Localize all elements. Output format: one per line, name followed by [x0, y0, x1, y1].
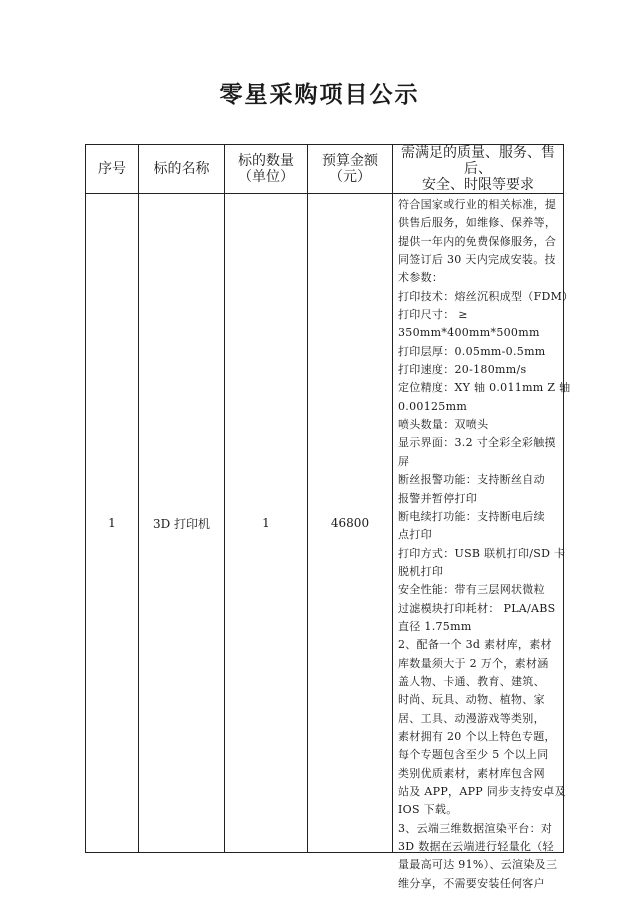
cell-requirements — [393, 194, 574, 890]
requirement-line: IOS 下载。 — [398, 803, 458, 817]
requirement-line: 打印尺寸： ≥ — [398, 308, 468, 322]
requirement-line: 提供一年内的免费保修服务，合 — [398, 234, 557, 248]
requirement-line: 打印方式：USB 联机打印/SD 卡 — [398, 546, 566, 560]
requirement-line: 时尚、玩具、动物、植物、家 — [398, 693, 545, 707]
requirement-line: 维分享，不需要安装任何客户 — [398, 876, 545, 890]
cell-seq: 1 — [86, 194, 139, 853]
requirement-line: 居、工具、动漫游戏等类别， — [398, 711, 545, 725]
requirement-line: 盖人物、卡通、教育、建筑、 — [398, 674, 545, 688]
requirement-line: 喷头数量：双喷头 — [398, 418, 489, 432]
header-seq: 序号 — [86, 145, 139, 194]
header-requirements — [393, 145, 564, 194]
requirement-line: 0.00125mm — [398, 399, 468, 413]
procurement-table — [85, 144, 574, 890]
table-row — [86, 194, 564, 853]
header-quantity-line1: 标的数量 — [238, 153, 294, 169]
requirement-line: 量最高可达 91%）、云渲染及三 — [398, 858, 558, 872]
requirement-line: 打印层厚：0.05mm-0.5mm — [398, 344, 546, 358]
page-title: 零星采购项目公示 — [219, 81, 420, 108]
requirement-line: 350mm*400mm*500mm — [398, 326, 540, 340]
cell-quantity: 1 — [225, 194, 308, 853]
requirement-line: 符合国家或行业的相关标准，提 — [398, 198, 557, 211]
requirement-line: 3、云端三维数据渲染平台：对 — [398, 821, 553, 835]
requirement-line: 术参数： — [398, 271, 444, 285]
header-quantity-line2: （单位） — [238, 169, 294, 185]
requirement-line: 屏 — [398, 454, 410, 468]
requirement-line: 2、配备一个 3d 素材库，素材 — [398, 638, 552, 652]
requirement-line: 定位精度：XY 轴 0.011mm Z 轴 — [398, 381, 571, 395]
requirement-line: 直径 1.75mm — [398, 619, 472, 633]
requirement-line: 显示界面：3.2 寸全彩全彩触摸 — [398, 436, 556, 450]
requirement-line: 断电续打功能：支持断电后续 — [398, 509, 545, 523]
header-item-name: 标的名称 — [139, 145, 225, 194]
header-requirements-line1: 需满足的质量、服务、售后、 — [401, 145, 555, 177]
requirement-line: 类别优质素材，素材库包含网 — [398, 766, 545, 780]
requirement-line: 脱机打印 — [398, 564, 444, 578]
requirement-line: 过滤模块打印耗材： PLA/ABS — [398, 601, 556, 615]
table-header-row — [86, 145, 564, 194]
requirement-line: 3D 数据在云端进行轻量化（轻 — [398, 840, 554, 854]
requirement-line: 打印速度：20-180mm/s — [398, 363, 527, 377]
requirement-line: 同签订后 30 天内完成安装。技 — [398, 253, 556, 267]
cell-budget: 46800 — [308, 194, 393, 853]
requirement-line: 断丝报警功能：支持断丝自动 — [398, 473, 545, 487]
requirement-line: 打印技术：熔丝沉积成型（FDM） — [398, 289, 574, 303]
header-budget-line2: （元） — [329, 169, 371, 185]
requirement-line: 素材拥有 20 个以上特色专题， — [398, 729, 556, 743]
header-quantity — [225, 145, 308, 194]
cell-item-name: 3D 打印机 — [139, 194, 225, 853]
header-budget-line1: 预算金额 — [322, 153, 378, 169]
requirement-line: 点打印 — [398, 528, 432, 542]
requirement-line: 每个专题包含至少 5 个以上同 — [398, 748, 549, 762]
requirement-line: 库数量须大于 2 万个，素材涵 — [398, 656, 549, 670]
requirements-text — [398, 196, 574, 890]
requirement-line: 报警并暂停打印 — [398, 491, 478, 505]
requirement-line: 供售后服务，如维修、保养等， — [398, 216, 557, 230]
requirement-line: 安全性能：带有三层网状微粒 — [398, 583, 545, 597]
header-budget — [308, 145, 393, 194]
requirement-line: 站及 APP，APP 同步支持安卓及 — [398, 785, 566, 798]
header-requirements-line2: 安全、时限等要求 — [422, 177, 534, 193]
